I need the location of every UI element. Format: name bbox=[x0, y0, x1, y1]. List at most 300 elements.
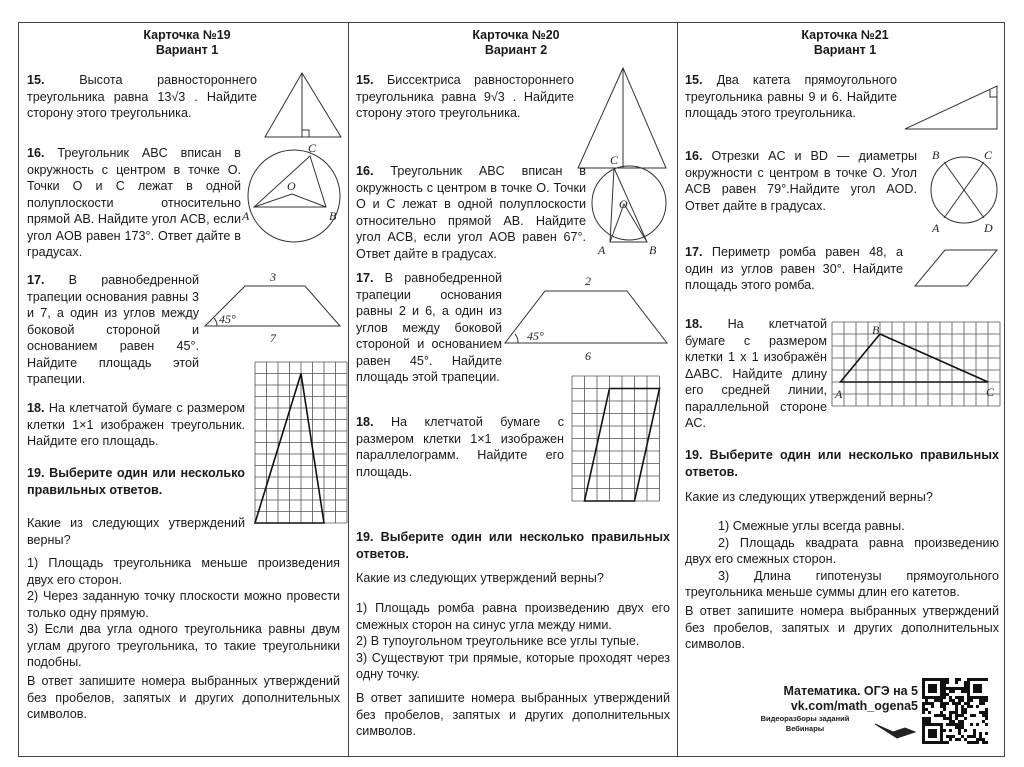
qr-module bbox=[982, 699, 985, 702]
qr-module bbox=[952, 690, 955, 693]
qr-module bbox=[949, 723, 952, 726]
qr-module bbox=[937, 723, 940, 726]
qr-module bbox=[970, 705, 973, 708]
qr-module bbox=[934, 741, 937, 744]
qr-module bbox=[943, 717, 946, 720]
qr-module bbox=[943, 729, 946, 732]
qr-module bbox=[955, 708, 958, 711]
svg-text:3: 3 bbox=[270, 270, 276, 284]
svg-text:O: O bbox=[287, 179, 296, 193]
qr-module bbox=[934, 723, 937, 726]
qr-module bbox=[985, 732, 988, 735]
qr-module bbox=[922, 735, 925, 738]
svg-text:B: B bbox=[649, 243, 657, 257]
qr-module bbox=[928, 711, 931, 714]
qr-module bbox=[967, 735, 970, 738]
qr-module bbox=[955, 696, 958, 699]
qr-module bbox=[937, 696, 940, 699]
qr-module bbox=[949, 711, 952, 714]
qr-module bbox=[979, 699, 982, 702]
circle-diameters-figure bbox=[928, 148, 1000, 235]
qr-module bbox=[973, 735, 976, 738]
qr-module bbox=[949, 735, 952, 738]
qr-module bbox=[931, 690, 934, 693]
qr-module bbox=[922, 720, 925, 723]
qr-module bbox=[955, 723, 958, 726]
qr-module bbox=[952, 687, 955, 690]
qr-module bbox=[940, 681, 943, 684]
qr-module bbox=[922, 693, 925, 696]
qr-module bbox=[922, 687, 925, 690]
task-19: 19. Выберите один или несколько правильных ответов. bbox=[356, 530, 670, 561]
task-15: 15. Высота равностороннего треугольника равна 13√3 . Найдите сторону этого треугольника. bbox=[27, 73, 257, 120]
qr-module bbox=[949, 714, 952, 717]
qr-module bbox=[940, 741, 943, 744]
qr-module bbox=[967, 690, 970, 693]
qr-module bbox=[967, 699, 970, 702]
svg-text:45°: 45° bbox=[527, 329, 544, 343]
qr-module bbox=[928, 702, 931, 705]
task-19-options: 1) Площадь треугольника меньше произведения двух его сторон. 2) Через заданную точку плоскости можно провести только одну прямую. 3) Если два угла одного треугольника равны двум углам другого треугольника, то такие треугольники подобны. bbox=[27, 556, 340, 669]
qr-module bbox=[958, 723, 961, 726]
qr-module bbox=[937, 741, 940, 744]
qr-module bbox=[958, 699, 961, 702]
qr-module bbox=[940, 693, 943, 696]
qr-module bbox=[961, 711, 964, 714]
qr-module bbox=[973, 729, 976, 732]
qr-module bbox=[937, 699, 940, 702]
qr-module bbox=[973, 690, 976, 693]
qr-module bbox=[934, 696, 937, 699]
qr-module bbox=[979, 696, 982, 699]
qr-module bbox=[940, 732, 943, 735]
qr-module bbox=[985, 696, 988, 699]
qr-module bbox=[940, 705, 943, 708]
qr-module bbox=[934, 732, 937, 735]
task-19-question: Какие из следующих утверждений верны? bbox=[685, 490, 933, 504]
qr-module bbox=[976, 696, 979, 699]
qr-module bbox=[958, 729, 961, 732]
qr-module bbox=[985, 699, 988, 702]
task-17: 17. Периметр ромба равен 48, а один из углов равен 30°. Найдите площадь этого ромба. bbox=[685, 245, 904, 292]
qr-module bbox=[967, 687, 970, 690]
task-19-options: 1) Площадь ромба равна произведению двух его смежных сторон на синус угла между ними. 2) В тупоугольном треугольнике все углы тупые. 3) Существуют три прямые, которые проходят через одну точку. bbox=[356, 601, 670, 681]
qr-module bbox=[979, 738, 982, 741]
qr-module bbox=[940, 678, 943, 681]
qr-module bbox=[952, 720, 955, 723]
qr-module bbox=[958, 714, 961, 717]
qr-module bbox=[976, 705, 979, 708]
qr-module bbox=[967, 705, 970, 708]
qr-module bbox=[979, 735, 982, 738]
qr-module bbox=[955, 678, 958, 681]
qr-module bbox=[934, 684, 937, 687]
qr-module bbox=[928, 696, 931, 699]
qr-module bbox=[976, 684, 979, 687]
qr-module bbox=[976, 678, 979, 681]
task-19-instruction: В ответ запишите номера выбранных утверждений без пробелов, запятых и других дополнительных символов. bbox=[356, 691, 670, 738]
qr-module bbox=[967, 696, 970, 699]
grid-triangle-figure bbox=[255, 362, 347, 527]
qr-module bbox=[979, 711, 982, 714]
qr-module bbox=[955, 726, 958, 729]
qr-module bbox=[931, 732, 934, 735]
footer-branding: Математика. ОГЭ на 5 vk.com/math_ogena5 Видеоразборы заданий Вебинары bbox=[760, 684, 918, 733]
qr-module bbox=[931, 705, 934, 708]
inscribed-triangle-figure bbox=[242, 141, 340, 246]
qr-module bbox=[976, 723, 979, 726]
svg-text:45°: 45° bbox=[219, 312, 236, 326]
qr-module bbox=[925, 699, 928, 702]
task-19-question: Какие из следующих утверждений верны? bbox=[27, 516, 245, 547]
qr-module bbox=[928, 732, 931, 735]
qr-module bbox=[955, 681, 958, 684]
qr-module bbox=[985, 741, 988, 744]
column-divider bbox=[677, 22, 678, 757]
card-title: Карточка №19 Вариант 1 bbox=[143, 28, 231, 57]
qr-module bbox=[967, 681, 970, 684]
task-19-instruction: В ответ запишите номера выбранных утверждений без пробелов, запятых и других дополнительных символов. bbox=[685, 604, 999, 651]
qr-module bbox=[937, 714, 940, 717]
grid-parallelogram-figure bbox=[572, 376, 662, 501]
qr-module bbox=[955, 714, 958, 717]
qr-module bbox=[925, 696, 928, 699]
qr-module bbox=[931, 741, 934, 744]
trapezoid-figure bbox=[205, 272, 345, 347]
qr-module bbox=[961, 690, 964, 693]
qr-module bbox=[958, 702, 961, 705]
qr-module bbox=[979, 732, 982, 735]
qr-module bbox=[964, 687, 967, 690]
qr-module bbox=[955, 717, 958, 720]
qr-module bbox=[940, 687, 943, 690]
svg-text:C: C bbox=[308, 141, 317, 155]
qr-module bbox=[922, 684, 925, 687]
qr-module bbox=[970, 678, 973, 681]
task-19: 19. Выберите один или несколько правильных ответов. bbox=[27, 466, 245, 497]
qr-module bbox=[958, 732, 961, 735]
svg-text:A: A bbox=[242, 209, 250, 223]
svg-text:C: C bbox=[986, 385, 995, 399]
qr-module bbox=[973, 678, 976, 681]
qr-module bbox=[961, 720, 964, 723]
qr-module bbox=[922, 696, 925, 699]
qr-module bbox=[946, 717, 949, 720]
qr-module bbox=[946, 723, 949, 726]
qr-module bbox=[943, 681, 946, 684]
task-19: 19. Выберите один или несколько правильных ответов. bbox=[685, 448, 999, 479]
qr-module bbox=[946, 681, 949, 684]
qr-module bbox=[940, 690, 943, 693]
qr-module bbox=[940, 735, 943, 738]
qr-module bbox=[943, 714, 946, 717]
qr-module bbox=[940, 738, 943, 741]
qr-module bbox=[928, 720, 931, 723]
trapezoid-figure bbox=[505, 276, 670, 362]
qr-module bbox=[925, 702, 928, 705]
qr-module bbox=[961, 714, 964, 717]
qr-module bbox=[922, 741, 925, 744]
qr-module bbox=[964, 708, 967, 711]
qr-module bbox=[979, 684, 982, 687]
qr-module bbox=[931, 684, 934, 687]
qr-module bbox=[949, 690, 952, 693]
qr-module bbox=[925, 723, 928, 726]
qr-module bbox=[985, 723, 988, 726]
qr-module bbox=[982, 702, 985, 705]
qr-module bbox=[925, 678, 928, 681]
qr-module bbox=[940, 723, 943, 726]
qr-module bbox=[943, 678, 946, 681]
qr-module bbox=[949, 687, 952, 690]
qr-module bbox=[952, 711, 955, 714]
qr-module bbox=[943, 702, 946, 705]
qr-module bbox=[943, 708, 946, 711]
task-16: 16. Треугольник ABC вписан в окружность с центром в точке O. Точки O и C лежат в одной полуплоскости относительно прямой AB. Найдите угол ACB, если угол AOB равен 173°. Ответ дайте в градусах. bbox=[27, 146, 241, 259]
svg-text:7: 7 bbox=[270, 331, 276, 345]
qr-module bbox=[934, 687, 937, 690]
qr-module bbox=[985, 711, 988, 714]
qr-module bbox=[982, 678, 985, 681]
qr-module bbox=[940, 684, 943, 687]
rhombus-figure bbox=[915, 248, 1000, 288]
qr-module bbox=[934, 699, 937, 702]
qr-module bbox=[952, 699, 955, 702]
qr-module bbox=[922, 738, 925, 741]
card-title: Карточка №20 Вариант 2 bbox=[472, 28, 560, 57]
qr-module bbox=[985, 708, 988, 711]
qr-module bbox=[964, 684, 967, 687]
qr-module bbox=[943, 684, 946, 687]
qr-module bbox=[934, 735, 937, 738]
qr-module bbox=[940, 714, 943, 717]
qr-module bbox=[928, 678, 931, 681]
qr-module bbox=[961, 696, 964, 699]
qr-module bbox=[970, 699, 973, 702]
qr-module bbox=[922, 726, 925, 729]
qr-module bbox=[925, 741, 928, 744]
task-16: 16. Отрезки AC и BD — диаметры окружности с центром в точке O. Угол ACB равен 79°.Найдите угол AOD. Ответ дайте в градусах. bbox=[685, 149, 917, 213]
qr-module bbox=[967, 684, 970, 687]
qr-module bbox=[940, 711, 943, 714]
qr-module bbox=[973, 696, 976, 699]
qr-module bbox=[961, 735, 964, 738]
svg-text:D: D bbox=[984, 221, 993, 235]
qr-module bbox=[982, 741, 985, 744]
qr-module bbox=[964, 729, 967, 732]
qr-module bbox=[946, 693, 949, 696]
qr-module bbox=[976, 687, 979, 690]
qr-module bbox=[922, 711, 925, 714]
card-title: Карточка №21 Вариант 1 bbox=[801, 28, 889, 57]
qr-module bbox=[940, 726, 943, 729]
qr-module bbox=[928, 684, 931, 687]
svg-text:A: A bbox=[932, 221, 940, 235]
qr-module bbox=[973, 684, 976, 687]
bird-logo-icon bbox=[875, 722, 917, 740]
qr-module bbox=[931, 687, 934, 690]
qr-module bbox=[943, 693, 946, 696]
qr-module bbox=[940, 699, 943, 702]
qr-module bbox=[958, 696, 961, 699]
right-triangle-figure bbox=[905, 86, 1000, 131]
qr-module bbox=[928, 729, 931, 732]
qr-module bbox=[925, 717, 928, 720]
qr-module bbox=[967, 678, 970, 681]
task-19-options: 1) Смежные углы всегда равны. 2) Площадь квадрата равна произведению двух его смежных сторон. 3) Длина гипотенузы прямоугольного треугольника меньше суммы длин его катетов. bbox=[685, 519, 999, 599]
qr-module bbox=[928, 735, 931, 738]
qr-module bbox=[934, 714, 937, 717]
qr-module bbox=[943, 741, 946, 744]
qr-module bbox=[949, 738, 952, 741]
qr-module bbox=[973, 741, 976, 744]
qr-module bbox=[931, 723, 934, 726]
qr-module bbox=[958, 720, 961, 723]
qr-module bbox=[955, 702, 958, 705]
qr-module bbox=[973, 714, 976, 717]
qr-module bbox=[964, 681, 967, 684]
qr-module bbox=[964, 711, 967, 714]
qr-module bbox=[946, 678, 949, 681]
qr-module bbox=[946, 735, 949, 738]
svg-text:C: C bbox=[610, 153, 619, 167]
qr-module bbox=[928, 690, 931, 693]
qr-module bbox=[964, 717, 967, 720]
qr-module bbox=[985, 714, 988, 717]
qr-module bbox=[985, 678, 988, 681]
qr-module bbox=[970, 696, 973, 699]
qr-module bbox=[970, 714, 973, 717]
svg-text:B: B bbox=[329, 209, 337, 223]
qr-module bbox=[925, 720, 928, 723]
qr-module bbox=[958, 726, 961, 729]
task-17: 17. В равнобедренной трапеции основания равны 3 и 7, а один из углов между боковой стороной и основанием равен 45°. Найдите площадь этой трапеции. bbox=[27, 273, 199, 386]
svg-text:6: 6 bbox=[585, 349, 591, 363]
qr-module bbox=[940, 696, 943, 699]
qr-module bbox=[976, 690, 979, 693]
qr-module bbox=[934, 690, 937, 693]
qr-module bbox=[982, 720, 985, 723]
qr-module bbox=[976, 738, 979, 741]
qr-module bbox=[973, 732, 976, 735]
qr-module bbox=[949, 696, 952, 699]
qr-module bbox=[943, 696, 946, 699]
qr-module bbox=[946, 741, 949, 744]
qr-module bbox=[931, 696, 934, 699]
inscribed-triangle-figure bbox=[592, 153, 667, 258]
qr-module bbox=[982, 738, 985, 741]
task-15: 15. Биссектриса равностороннего треугольника равна 9√3 . Найдите сторону этого треугольника. bbox=[356, 73, 574, 120]
qr-module bbox=[961, 708, 964, 711]
qr-module bbox=[976, 741, 979, 744]
qr-module bbox=[952, 723, 955, 726]
qr-module bbox=[922, 729, 925, 732]
triangle-figure bbox=[265, 73, 345, 139]
qr-module bbox=[928, 687, 931, 690]
qr-module bbox=[973, 687, 976, 690]
qr-module bbox=[952, 702, 955, 705]
qr-module bbox=[946, 702, 949, 705]
qr-module bbox=[967, 702, 970, 705]
qr-module bbox=[982, 711, 985, 714]
qr-module bbox=[970, 741, 973, 744]
qr-module bbox=[949, 720, 952, 723]
qr-module bbox=[958, 678, 961, 681]
qr-module bbox=[928, 741, 931, 744]
qr-module bbox=[931, 729, 934, 732]
qr-module bbox=[979, 702, 982, 705]
task-16: 16. Треугольник ABC вписан в окружность с центром в точке O. Точки O и C лежат в одной полуплоскости относительно прямой AB. Найдите угол ACB, если угол AOB равен 67°. Ответ дайте в градусах. bbox=[356, 164, 586, 261]
qr-module bbox=[922, 717, 925, 720]
qr-module bbox=[949, 717, 952, 720]
qr-module bbox=[940, 702, 943, 705]
qr-module bbox=[922, 705, 925, 708]
svg-text:A: A bbox=[835, 387, 843, 401]
qr-module bbox=[925, 708, 928, 711]
qr-module bbox=[922, 678, 925, 681]
svg-text:B: B bbox=[932, 148, 940, 162]
task-15: 15. Два катета прямоугольного треугольника равны 9 и 6. Найдите площадь этого треугольника. bbox=[685, 73, 897, 120]
qr-module bbox=[931, 735, 934, 738]
qr-module bbox=[922, 723, 925, 726]
task-18: 18. На клетчатой бумаге с размером клетки 1 х 1 изображён ΔABC. Найдите длину его средней линии, параллельной стороне AC. bbox=[685, 317, 828, 430]
qr-module bbox=[979, 687, 982, 690]
qr-module bbox=[940, 729, 943, 732]
qr-module bbox=[934, 678, 937, 681]
qr-code-icon bbox=[922, 678, 988, 744]
svg-text:2: 2 bbox=[585, 274, 591, 288]
qr-module bbox=[961, 699, 964, 702]
qr-module bbox=[964, 702, 967, 705]
qr-module bbox=[943, 687, 946, 690]
qr-module bbox=[961, 687, 964, 690]
qr-module bbox=[982, 714, 985, 717]
column-divider bbox=[348, 22, 349, 757]
qr-module bbox=[964, 738, 967, 741]
qr-module bbox=[922, 708, 925, 711]
grid-triangle-abc-figure bbox=[832, 322, 1000, 410]
qr-module bbox=[946, 687, 949, 690]
qr-module bbox=[949, 729, 952, 732]
task-17: 17. В равнобедренной трапеции основания равны 2 и 6, а один из углов между боковой стороной и основанием равен 45°. Найдите площадь этой трапеции. bbox=[356, 271, 502, 384]
qr-module bbox=[961, 726, 964, 729]
qr-module bbox=[955, 738, 958, 741]
qr-module bbox=[979, 690, 982, 693]
qr-module bbox=[943, 690, 946, 693]
qr-module bbox=[949, 699, 952, 702]
task-19-question: Какие из следующих утверждений верны? bbox=[356, 571, 604, 585]
qr-module bbox=[931, 702, 934, 705]
task-19-instruction: В ответ запишите номера выбранных утверждений без пробелов, запятых и других дополнительных символов. bbox=[27, 674, 340, 721]
task-18: 18. На клетчатой бумаге с размером клетки 1×1 изображен параллелограмм. Найдите его площадь. bbox=[356, 415, 565, 479]
qr-module bbox=[937, 678, 940, 681]
qr-module bbox=[931, 678, 934, 681]
qr-module bbox=[928, 723, 931, 726]
svg-text:O: O bbox=[619, 197, 628, 211]
qr-module bbox=[922, 732, 925, 735]
qr-module bbox=[922, 702, 925, 705]
qr-module bbox=[943, 705, 946, 708]
qr-module bbox=[952, 735, 955, 738]
qr-module bbox=[982, 696, 985, 699]
qr-module bbox=[964, 690, 967, 693]
qr-module bbox=[967, 693, 970, 696]
triangle-bisector-figure bbox=[578, 68, 668, 170]
qr-module bbox=[970, 723, 973, 726]
qr-module bbox=[928, 717, 931, 720]
qr-module bbox=[958, 738, 961, 741]
qr-module bbox=[961, 723, 964, 726]
